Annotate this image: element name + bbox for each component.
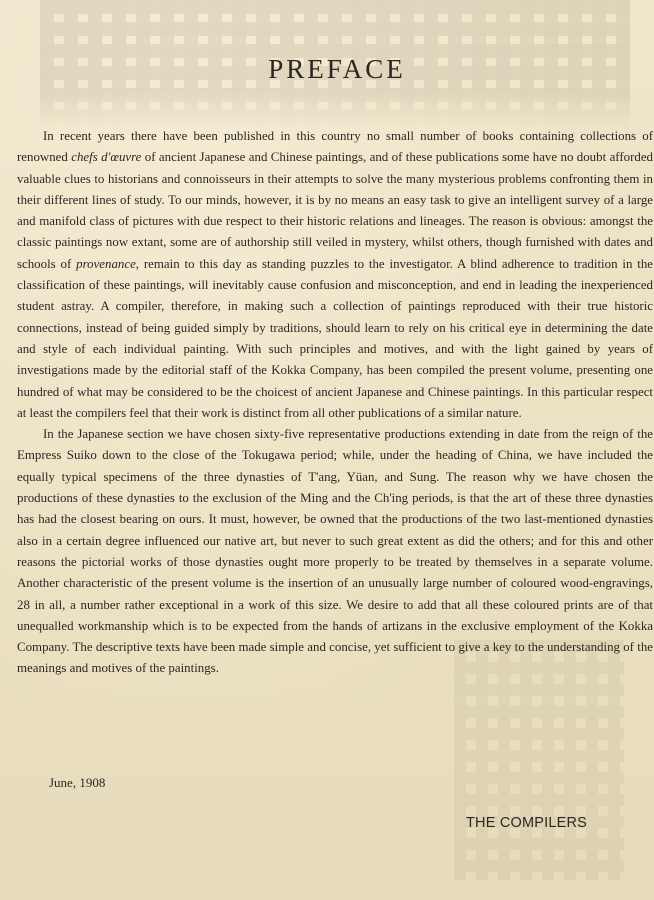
- paragraph-1-part-1: In recent years there have been published in this country no small number of books containing collections of renowned: [17, 129, 653, 165]
- paragraph-1-part-3: remain to this day as standing puzzles to the investigator. A blind adherence to tradition in the classification of these paintings, will inevitably cause confusion and misconception, and end in leading the inexperienced student astray. A compiler, therefore, in making such a collection of paintings reproduced with their true historic connections, instead of being guided simply by traditions, should learn to rely on his critical eye in determining the date and style of each individual painting. With such principles and motives, and with the light gained by years of investigations made by the editorial staff of the Kokka Company, has been compiled the present volume, presenting one hundred of what may be considered to be the choicest of ancient Japanese and Chinese paintings. In this particular respect at least the compilers feel that their work is distinct from all other publications of a similar nature.: [17, 256, 654, 420]
- paragraph-2: In the Japanese section we have chosen sixty-five representative productions extending in date from the reign of the Empress Suiko down to the close of the Tokugawa period; while, under the heading of China, we have included the equally typical specimens of the three dynasties of T'ang, Yüan, and Sung. The reason why we have chosen the productions of these dynasties to the exclusion of the Ming and the Ch'ing periods, is that the art of these three dynasties has had the closest bearing on ours. It must, however, be owned that the productions of the two last-mentioned dynasties also in a certain degree influenced our native art, but never to such great extent as did the others; and for this and other reasons the pictorial works of those dynasties ought more properly to be treated by themselves in a separate volume. Another characteristic of the present volume is the insertion of an unusually large number of coloured wood-engravings, 28 in all, a number rather exceptional in a work of this size. We desire to add that all these coloured prints are of that unequalled workmanship which is to be expected from the hands of artizans in the exclusive employment of the Kokka Company. The descriptive texts have been made simple and concise, yet sufficient to give a key to the understanding of the meanings and motives of the paintings.: [17, 427, 653, 676]
- signature: THE COMPILERS: [466, 815, 588, 831]
- page-title: PREFACE: [268, 54, 406, 84]
- preface-body: [17, 126, 653, 680]
- date-line: June, 1908: [49, 775, 106, 790]
- paragraph-1: [17, 126, 653, 424]
- paragraph-1-italic-chefs-doeuvre: chefs d'œuvre: [71, 150, 142, 165]
- paragraph-1-italic-provenance: provenance,: [76, 256, 140, 271]
- paragraph-1-part-2: of ancient Japanese and Chinese paintings, and of these publications some have no doubt afforded valuable clues to historians and connoisseurs in their attempts to solve the many mysterious problems confronting them in their different lines of study. To our minds, however, it is by no means an easy task to give an intelligent survey of a large and manifold class of pictures with due respect to their historic relations and lineages. The reason is obvious: amongst the classic paintings now extant, some are of authorship still veiled in mystery, whilst others, though furnished with dates and schools of: [17, 150, 653, 271]
